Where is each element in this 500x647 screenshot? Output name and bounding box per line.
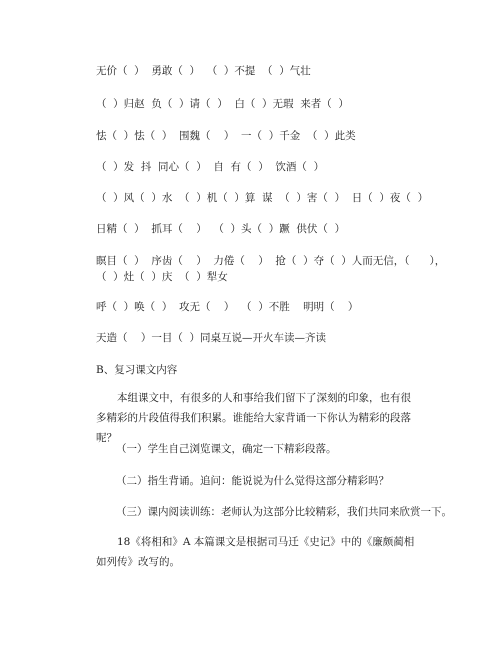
lesson-paragraph: 18《将相和》A 本篇课文是根据司马迁《史记》中的《廉颇蔺相如列传》改写的。 (96, 536, 415, 568)
step-1: （一）学生自己浏览课文，确定一下精彩段落。 (116, 443, 337, 455)
exercise-line-10: 天造（ ）一目（ ）同桌互说—开火车读—齐读 (96, 332, 327, 344)
section-heading: B、复习课文内容 (96, 364, 178, 376)
exercise-line-8: （ ）灶（ ）庆 （ ）犁女 (96, 271, 228, 283)
intro-paragraph: 本组课文中，有很多的人和事给我们留下了深刻的印象，也有很多精彩的片段值得我们积累。谁能给大家背诵一下你认为精彩的段落呢？ (96, 392, 411, 444)
exercise-line-5: （ ）风（ ）水 （ ）机（ ）算 谋 （ ）害（ ） 日（ ）夜（ ） (96, 192, 429, 204)
exercise-line-9: 呼（ ）唤（ ） 攻无（ ） （ ）不胜 明明（ ） (96, 301, 359, 313)
step-3: （三）课内阅读训练：老师认为这部分比较精彩，我们共同来欣赏一下。 (116, 506, 452, 518)
exercise-line-3: 怯（ ）怯（ ） 围魏（ ） 一（ ）千金 （ ）此类 (96, 130, 356, 142)
exercise-line-2: （ ）归赵 负（ ）请（ ） 白（ ）无瑕 来者（ ） (96, 98, 349, 110)
exercise-line-7: 瞑目（ ） 序齿（ ） 力倦（ ） 抢（ ）夺（ ）人而无信，（ ）， (96, 255, 446, 267)
step-2: （二）指生背诵。追问：能说说为什么觉得这部分精彩吗？ (116, 475, 389, 487)
exercise-line-4: （ ）发 抖 同心（ ） 自 有（ ） 饮酒（ ） (96, 161, 325, 173)
exercise-line-1: 无价（ ） 勇敢（ ） （ ）不提 （ ）气壮 (96, 65, 311, 77)
exercise-line-6: 日精（ ） 抓耳（ ） （ ）头（ ）蹶 供伏（ ） (96, 223, 346, 235)
